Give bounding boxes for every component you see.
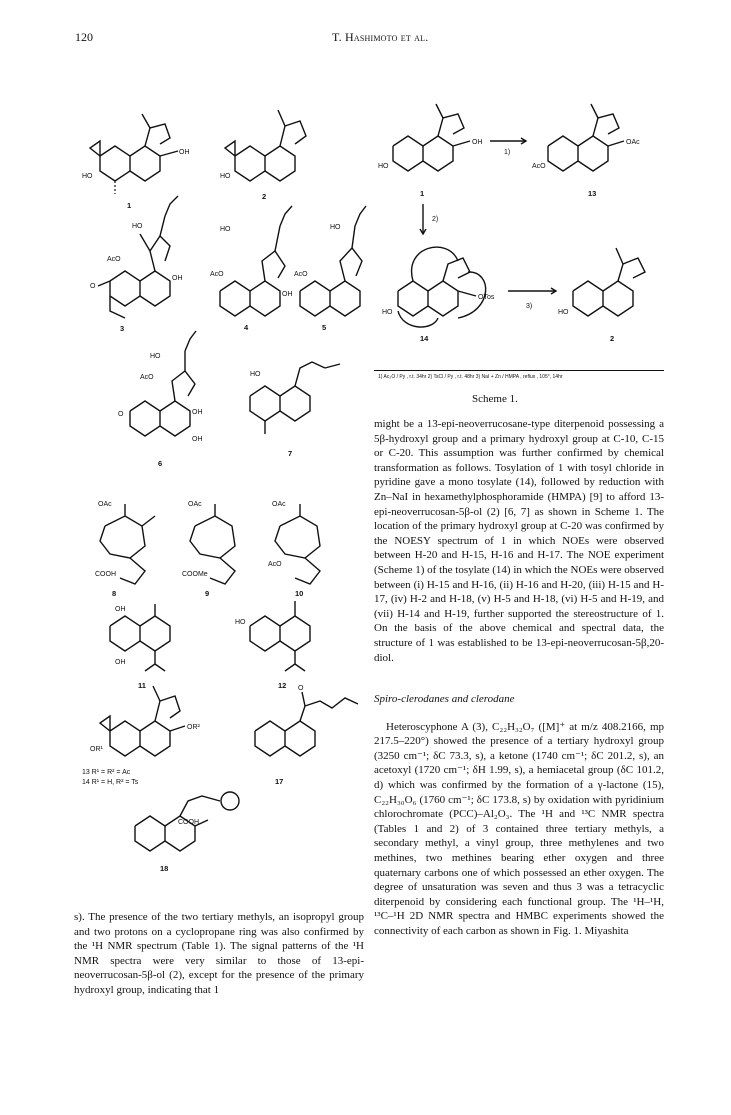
- compound-6-number: 6: [158, 459, 163, 468]
- label-oh: OH: [472, 139, 483, 146]
- label-ho: HO: [330, 224, 341, 231]
- label-coome: COOMe: [182, 571, 208, 578]
- page-number: 120: [75, 30, 93, 44]
- label-otos: OTos: [478, 294, 495, 301]
- structure-18: [135, 792, 239, 873]
- compound-8-number: 8: [112, 589, 117, 598]
- label-ho: HO: [220, 173, 231, 180]
- compound-14-label: 14 R¹ = H, R² = Ts: [82, 779, 139, 786]
- scheme-1: [378, 96, 663, 396]
- label-aco: AcO: [210, 271, 224, 278]
- label-oh: OH: [115, 659, 126, 666]
- compound-17-number: 17: [275, 777, 284, 786]
- label-or1: OR¹: [90, 746, 103, 753]
- label-oac: OAc: [272, 501, 286, 508]
- compound-18-number: 18: [160, 864, 169, 873]
- label-ho: HO: [150, 353, 161, 360]
- structure-10: [268, 501, 320, 598]
- structure-3: [90, 196, 183, 333]
- section-heading: Spiro-clerodanes and clerodane: [374, 693, 515, 706]
- running-head: T. Hashimoto et al.: [332, 30, 429, 44]
- label-ho: HO: [378, 163, 389, 170]
- structure-12: [235, 601, 310, 690]
- compound-10-number: 10: [295, 589, 304, 598]
- page-header: [0, 30, 731, 50]
- label-aco: AcO: [268, 561, 282, 568]
- scheme-label-2: 2: [610, 334, 615, 343]
- right-text-column: [374, 417, 664, 939]
- label-oh: OH: [172, 275, 183, 282]
- arrow-label-2: 2): [432, 216, 439, 223]
- label-cooh: COOH: [95, 571, 116, 578]
- structure-5: [294, 206, 366, 332]
- paragraph: might be a 13-epi-neoverrucosane-type diterpenoid possessing a 5β-hydroxyl group and a primary hydroxyl group at C-10, C-15 or C-20. This assumption was further confirmed by chemical transformation as follows. Tosylation of 1 with tosyl chloride in pyridine gave a mono tosylate (14), followed by reduction with Zn–NaI in hexamethylphosphoramide (HMPA) [9] to afford 13-epi-neoverrucosan-5β-ol (2) [6, 7] as shown in Scheme 1. The location of the primary hydroxyl group at C-20 was confirmed by the NOESY spectrum of 1 in which NOEs were observed between H-20 and H-15, H-16 and H-17. The NOE experiment (Scheme 1) of the tosylate (14) in which the NOEs were observed between (i) H-15 and H-16, (ii) H-16 and H-20, (iii) H-15 and H-17, (iv) H-2 and H-18, (v) H-5 and H-18, (vi) H-5 and H-19, and (vii) H-14 and H-19, further supported the stereostructure of 1. On the basis of the above chemical and spectral data, the structure of 1 was established to be 13-epi-neoverrucosan-5β,20- diol.: [374, 418, 664, 664]
- compound-3-number: 3: [120, 324, 125, 333]
- label-ho: HO: [235, 619, 246, 626]
- label-cooh: COOH: [178, 819, 199, 826]
- label-oh: OH: [115, 606, 126, 613]
- compound-9-number: 9: [205, 589, 210, 598]
- compound-4-number: 4: [244, 323, 249, 332]
- left-text-column: [74, 910, 364, 998]
- structure-2: [220, 110, 306, 201]
- compound-7-number: 7: [288, 449, 293, 458]
- label-oh: OH: [192, 409, 203, 416]
- structure-17: [255, 685, 358, 786]
- scheme-compound-13: [532, 104, 640, 198]
- structure-6: [118, 331, 203, 468]
- scheme-reagents: 1) Ac₂O / Py , r.t. 34hr 2) TsCl / Py , r.t. 48hr 3) NaI + Zn / HMPA , reflux , 105°, 14hr: [378, 374, 563, 380]
- label-ho: HO: [558, 309, 569, 316]
- label-oh: OH: [179, 149, 190, 156]
- label-aco: AcO: [294, 271, 308, 278]
- label-ho: HO: [250, 371, 261, 378]
- label-aco: AcO: [107, 256, 121, 263]
- arrow-label-3: 3): [526, 303, 533, 310]
- structure-9: [182, 501, 235, 598]
- scheme-label-14: 14: [420, 334, 429, 343]
- compound-11-number: 11: [138, 681, 146, 690]
- label-oac: OAc: [98, 501, 112, 508]
- label-oac: OAc: [626, 139, 640, 146]
- label-aco: AcO: [140, 374, 154, 381]
- label-o: O: [90, 283, 96, 290]
- scheme-compound-2: [558, 248, 645, 343]
- label-aco: AcO: [532, 163, 546, 170]
- label-ho: HO: [132, 223, 143, 230]
- structure-8: [95, 501, 155, 598]
- structure-figures: [70, 96, 370, 901]
- label-oh: OH: [192, 436, 203, 443]
- scheme-compound-14: [382, 247, 495, 343]
- structure-1: [82, 114, 190, 210]
- label-o: O: [118, 411, 124, 418]
- scheme-caption: Scheme 1.: [472, 393, 518, 405]
- label-ho: HO: [382, 309, 393, 316]
- label-ho: HO: [82, 173, 93, 180]
- scheme-label-13: 13: [588, 189, 597, 198]
- scheme-label-1: 1: [420, 189, 425, 198]
- scheme-compound-1: [378, 104, 483, 198]
- paragraph: s). The presence of the two tertiary methyls, an isopropyl group and two protons on a cyclopropane ring was also confirmed by the ¹H NMR spectrum (Table 1). The signal patterns of the ¹H NMR spectra were very similar to those of 13-epi-neoverrucosan-5β-ol (2), except for the presence of the primary hydroxyl group, indicating that 1: [74, 911, 364, 996]
- compound-5-number: 5: [322, 323, 327, 332]
- label-ho: HO: [220, 226, 231, 233]
- arrow-label-1: 1): [504, 149, 511, 156]
- paragraph: Heteroscyphone A (3), C₂₂H₃₂O₇ ([M]⁺ at m/z 408.2166, mp 217.5–220°) showed the presence of a tertiary hydroxyl group (3250 cm⁻¹; δC 73.3, s), a ketone (1740 cm⁻¹; δC 201.2, s), an acetoxyl (1720 cm⁻¹; δH 1.99, s), a hemiacetal group (δC 101.2, d) which was confirmed by the formation of a γ-lactone (15), C₂₂H₃₀O₆ (1760 cm⁻¹; δC 173.8, s) by oxidation with pyridinium chlorochromate (PCC)–Al₂O₃. The ¹H and ¹³C NMR spectra (Tables 1 and 2) of 3 contained three tertiary methyls, a secondary methyl, a vinyl group, three methylenes and two methines, two methines bearing ether oxygen and three quaternary carbons one of which possessed an ether oxygen. The degree of unsaturation was seven and thus 3 was a tetracyclic diterpenoid by considering each functional group. The ¹H–¹H, ¹³C–¹H 2D NMR spectra and HMBC experiments showed the connectivity of each carbon as shown in Fig. 1. Miyashita: [374, 720, 664, 937]
- structure-4: [210, 206, 293, 332]
- label-oac: OAc: [188, 501, 202, 508]
- compound-13-label: 13 R¹ = R² = Ac: [82, 769, 131, 776]
- scheme-divider: [374, 370, 664, 371]
- compound-2-number: 2: [262, 192, 267, 201]
- structure-13-14: [82, 686, 201, 786]
- structure-11: [110, 604, 170, 690]
- label-oh: OH: [282, 291, 293, 298]
- compound-12-number: 12: [278, 681, 287, 690]
- label-or2: OR²: [187, 724, 200, 731]
- structure-7: [250, 362, 340, 458]
- compound-1-number: 1: [127, 201, 132, 210]
- label-o: O: [298, 685, 304, 692]
